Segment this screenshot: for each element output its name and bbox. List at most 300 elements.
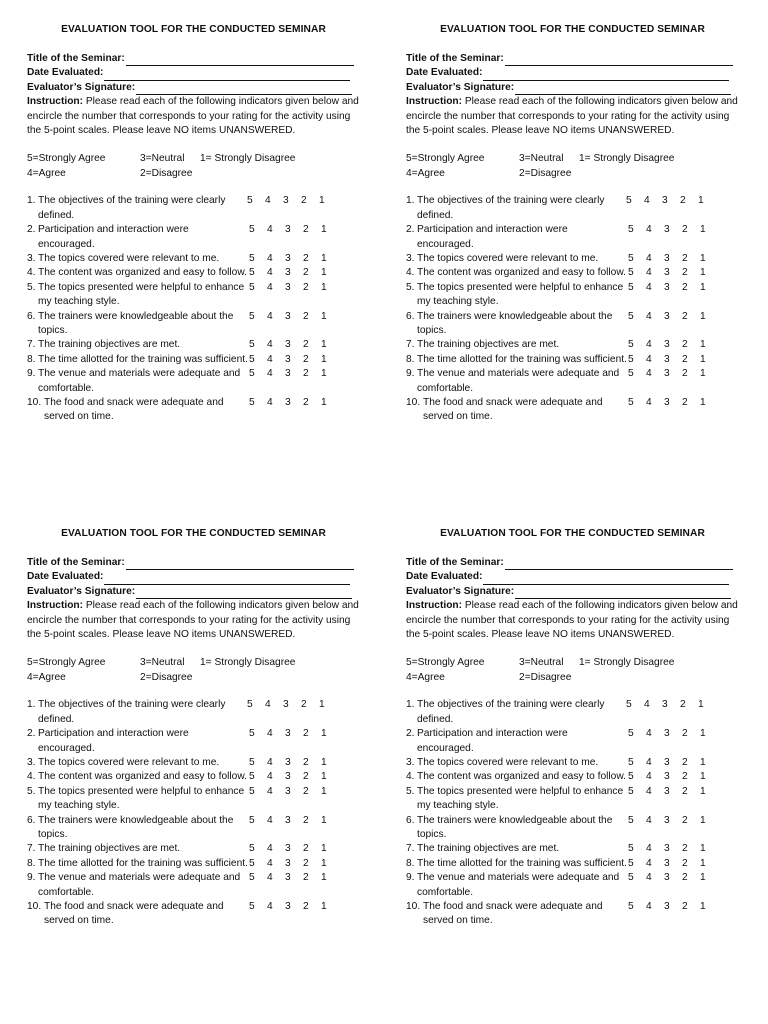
instruction-text: Please read each of the following indicators given below and encircle the number that corresponds to your rating for the activity using the 5-point scales. Please leave NO items UNANSWERED. (27, 600, 359, 640)
seminar-title-field[interactable] (406, 556, 742, 570)
rating-option-3[interactable]: 3 (664, 253, 670, 265)
rating-option-1[interactable]: 1 (321, 872, 327, 884)
seminar-title-field[interactable] (27, 556, 363, 570)
rating-option-4[interactable]: 4 (646, 353, 652, 365)
rating-option-2[interactable]: 2 (303, 224, 309, 236)
evaluation-form-2 (406, 22, 742, 425)
rating-option-5[interactable]: 5 (628, 310, 634, 322)
rating-options (249, 871, 339, 885)
rating-option-1[interactable]: 1 (700, 397, 706, 409)
seminar-title-line[interactable] (126, 558, 354, 570)
rating-option-1[interactable]: 1 (321, 253, 327, 265)
indicator-item (406, 396, 706, 425)
rating-option-1[interactable]: 1 (700, 339, 706, 351)
rating-option-1[interactable]: 1 (698, 195, 704, 207)
rating-option-5[interactable]: 5 (628, 843, 634, 855)
rating-option-1[interactable]: 1 (321, 901, 327, 913)
rating-option-5[interactable]: 5 (249, 901, 255, 913)
indicator-text: Participation and interaction were encouraged. (38, 224, 189, 250)
rating-option-4[interactable]: 4 (646, 267, 652, 279)
indicator-number: 5. (27, 785, 36, 797)
rating-scale-legend (27, 656, 363, 685)
rating-option-3[interactable]: 3 (285, 785, 291, 797)
rating-option-1[interactable]: 1 (700, 353, 706, 365)
indicator-number: 5. (27, 281, 36, 293)
rating-option-5[interactable]: 5 (628, 253, 634, 265)
rating-option-2[interactable]: 2 (682, 785, 688, 797)
rating-option-4[interactable]: 4 (644, 699, 650, 711)
signature-field[interactable] (406, 585, 742, 599)
indicator-number: 9. (406, 872, 415, 884)
rating-option-2[interactable]: 2 (682, 728, 688, 740)
rating-option-4[interactable]: 4 (267, 253, 273, 265)
rating-option-3[interactable]: 3 (664, 872, 670, 884)
indicator-text: The content was organized and easy to follow. (38, 771, 247, 783)
rating-option-3[interactable]: 3 (664, 267, 670, 279)
rating-option-5[interactable]: 5 (626, 195, 632, 207)
rating-option-4[interactable]: 4 (646, 814, 652, 826)
rating-option-5[interactable]: 5 (628, 872, 634, 884)
seminar-title-field[interactable] (27, 52, 363, 66)
rating-option-4[interactable]: 4 (267, 224, 273, 236)
signature-line[interactable] (515, 587, 731, 599)
instruction-text: Please read each of the following indicators given below and encircle the number that corresponds to your rating for the activity using the 5-point scales. Please leave NO items UNANSWERED. (406, 600, 738, 640)
indicator-text: The training objectives are met. (417, 339, 560, 351)
indicator-item (27, 770, 327, 784)
rating-option-5[interactable]: 5 (247, 195, 253, 207)
rating-option-5[interactable]: 5 (249, 281, 255, 293)
rating-option-3[interactable]: 3 (664, 843, 670, 855)
date-evaluated-label: Date Evaluated: (27, 67, 104, 79)
date-evaluated-field[interactable] (406, 66, 742, 80)
rating-option-5[interactable]: 5 (628, 785, 634, 797)
rating-option-3[interactable]: 3 (285, 872, 291, 884)
rating-option-5[interactable]: 5 (628, 901, 634, 913)
rating-option-2[interactable]: 2 (303, 353, 309, 365)
rating-option-3[interactable]: 3 (285, 339, 291, 351)
indicator-item (27, 871, 327, 900)
rating-option-4[interactable]: 4 (267, 843, 273, 855)
indicator-list (406, 194, 742, 424)
indicator-number: 8. (27, 353, 36, 365)
rating-option-1[interactable]: 1 (321, 771, 327, 783)
rating-option-1[interactable]: 1 (321, 310, 327, 322)
indicator-text: The objectives of the training were clearly defined. (417, 699, 605, 725)
rating-options (249, 223, 339, 237)
indicator-item (27, 900, 327, 929)
rating-option-5[interactable]: 5 (249, 224, 255, 236)
rating-options (249, 338, 339, 352)
indicator-text: The food and snack were adequate and served on time. (44, 397, 224, 423)
rating-option-2[interactable]: 2 (682, 267, 688, 279)
rating-option-3[interactable]: 3 (285, 814, 291, 826)
rating-option-3[interactable]: 3 (285, 368, 291, 380)
rating-option-5[interactable]: 5 (628, 757, 634, 769)
rating-option-2[interactable]: 2 (682, 224, 688, 236)
rating-option-5[interactable]: 5 (628, 814, 634, 826)
rating-option-5[interactable]: 5 (249, 353, 255, 365)
rating-option-4[interactable]: 4 (267, 368, 273, 380)
rating-option-5[interactable]: 5 (628, 281, 634, 293)
rating-option-4[interactable]: 4 (646, 728, 652, 740)
rating-option-4[interactable]: 4 (267, 353, 273, 365)
rating-option-4[interactable]: 4 (267, 310, 273, 322)
rating-option-2[interactable]: 2 (303, 843, 309, 855)
rating-option-1[interactable]: 1 (700, 901, 706, 913)
seminar-title-label: Title of the Seminar: (27, 52, 125, 64)
rating-option-2[interactable]: 2 (303, 267, 309, 279)
signature-field[interactable] (406, 81, 742, 95)
rating-options (628, 223, 718, 237)
rating-option-3[interactable]: 3 (285, 267, 291, 279)
indicator-number: 6. (406, 814, 415, 826)
rating-option-5[interactable]: 5 (249, 757, 255, 769)
rating-option-2[interactable]: 2 (682, 253, 688, 265)
rating-option-1[interactable]: 1 (321, 368, 327, 380)
rating-option-3[interactable]: 3 (664, 310, 670, 322)
rating-option-2[interactable]: 2 (303, 785, 309, 797)
rating-option-5[interactable]: 5 (628, 339, 634, 351)
rating-option-2[interactable]: 2 (682, 353, 688, 365)
scale-strongly-disagree: 1= Strongly Disagree (200, 657, 296, 669)
rating-option-2[interactable]: 2 (303, 310, 309, 322)
rating-option-1[interactable]: 1 (700, 267, 706, 279)
instruction-text: Please read each of the following indicators given below and encircle the number that corresponds to your rating for the activity using the 5-point scales. Please leave NO items UNANSWERED. (406, 96, 738, 136)
rating-option-2[interactable]: 2 (682, 757, 688, 769)
rating-option-5[interactable]: 5 (249, 267, 255, 279)
rating-option-1[interactable]: 1 (700, 785, 706, 797)
date-evaluated-line[interactable] (483, 69, 729, 81)
rating-option-2[interactable]: 2 (682, 368, 688, 380)
rating-option-4[interactable]: 4 (267, 901, 273, 913)
rating-option-1[interactable]: 1 (700, 310, 706, 322)
rating-option-4[interactable]: 4 (646, 843, 652, 855)
date-evaluated-line[interactable] (104, 69, 350, 81)
rating-option-3[interactable]: 3 (285, 253, 291, 265)
rating-option-2[interactable]: 2 (682, 310, 688, 322)
rating-option-1[interactable]: 1 (321, 339, 327, 351)
indicator-text: The time allotted for the training was sufficient. (417, 857, 627, 869)
rating-option-1[interactable]: 1 (700, 224, 706, 236)
instruction (406, 599, 738, 642)
indicator-text: The objectives of the training were clearly defined. (417, 195, 605, 221)
rating-option-5[interactable]: 5 (249, 368, 255, 380)
rating-option-4[interactable]: 4 (267, 872, 273, 884)
rating-scale-legend (406, 656, 742, 685)
rating-option-1[interactable]: 1 (700, 281, 706, 293)
rating-options (249, 367, 339, 381)
rating-option-4[interactable]: 4 (646, 757, 652, 769)
rating-option-5[interactable]: 5 (249, 814, 255, 826)
rating-option-4[interactable]: 4 (646, 397, 652, 409)
form-fields (27, 556, 363, 599)
rating-option-4[interactable]: 4 (267, 267, 273, 279)
rating-option-2[interactable]: 2 (303, 857, 309, 869)
rating-options (249, 814, 339, 828)
rating-option-3[interactable]: 3 (664, 901, 670, 913)
indicator-number: 2. (406, 224, 415, 236)
indicator-text: The content was organized and easy to follow. (417, 771, 626, 783)
indicator-number: 3. (406, 757, 415, 769)
rating-option-1[interactable]: 1 (700, 843, 706, 855)
rating-option-5[interactable]: 5 (249, 843, 255, 855)
rating-option-2[interactable]: 2 (682, 901, 688, 913)
seminar-title-line[interactable] (505, 54, 733, 66)
rating-option-4[interactable]: 4 (267, 339, 273, 351)
rating-option-2[interactable]: 2 (303, 728, 309, 740)
rating-option-3[interactable]: 3 (664, 771, 670, 783)
signature-line[interactable] (136, 587, 352, 599)
rating-option-5[interactable]: 5 (628, 771, 634, 783)
scale-agree: 4=Agree (27, 167, 66, 179)
rating-option-5[interactable]: 5 (628, 728, 634, 740)
indicator-item (27, 353, 327, 367)
signature-field[interactable] (27, 81, 363, 95)
rating-option-3[interactable]: 3 (285, 281, 291, 293)
rating-option-4[interactable]: 4 (646, 224, 652, 236)
indicator-number: 1. (406, 195, 415, 207)
seminar-title-field[interactable] (406, 52, 742, 66)
rating-option-3[interactable]: 3 (664, 785, 670, 797)
indicator-text: The topics presented were helpful to enhance my teaching style. (38, 785, 245, 812)
rating-option-3[interactable]: 3 (285, 728, 291, 740)
rating-option-1[interactable]: 1 (321, 267, 327, 279)
rating-option-4[interactable]: 4 (646, 872, 652, 884)
rating-options (628, 900, 718, 914)
rating-option-1[interactable]: 1 (700, 253, 706, 265)
rating-option-1[interactable]: 1 (321, 353, 327, 365)
rating-scale-legend (27, 152, 363, 181)
rating-options (247, 698, 337, 712)
rating-options (249, 857, 339, 871)
rating-option-2[interactable]: 2 (303, 872, 309, 884)
rating-option-5[interactable]: 5 (249, 728, 255, 740)
rating-option-4[interactable]: 4 (267, 757, 273, 769)
rating-option-4[interactable]: 4 (267, 281, 273, 293)
indicator-text: The venue and materials were adequate and comfortable. (38, 872, 241, 898)
seminar-title-label: Title of the Seminar: (406, 52, 504, 64)
rating-option-1[interactable]: 1 (321, 397, 327, 409)
rating-option-2[interactable]: 2 (303, 281, 309, 293)
rating-option-5[interactable]: 5 (247, 699, 253, 711)
rating-options (628, 785, 718, 799)
rating-options (628, 310, 718, 324)
rating-option-4[interactable]: 4 (646, 785, 652, 797)
seminar-title-line[interactable] (126, 54, 354, 66)
instruction-text: Please read each of the following indicators given below and encircle the number that corresponds to your rating for the activity using the 5-point scales. Please leave NO items UNANSWERED. (27, 96, 359, 136)
rating-option-5[interactable]: 5 (249, 253, 255, 265)
rating-option-5[interactable]: 5 (628, 224, 634, 236)
rating-option-1[interactable]: 1 (321, 857, 327, 869)
seminar-title-line[interactable] (505, 558, 733, 570)
scale-neutral: 3=Neutral (140, 153, 185, 165)
rating-option-2[interactable]: 2 (682, 857, 688, 869)
rating-option-4[interactable]: 4 (267, 785, 273, 797)
instruction-label: Instruction: (27, 600, 84, 612)
indicator-item (27, 194, 325, 223)
rating-option-3[interactable]: 3 (285, 224, 291, 236)
rating-option-3[interactable]: 3 (285, 353, 291, 365)
rating-option-3[interactable]: 3 (664, 368, 670, 380)
rating-option-1[interactable]: 1 (700, 814, 706, 826)
indicator-text: The topics presented were helpful to enhance my teaching style. (38, 281, 245, 308)
rating-option-3[interactable]: 3 (664, 857, 670, 869)
rating-option-4[interactable]: 4 (646, 857, 652, 869)
scale-disagree: 2=Disagree (140, 167, 193, 179)
rating-option-1[interactable]: 1 (321, 224, 327, 236)
rating-option-5[interactable]: 5 (628, 353, 634, 365)
rating-option-5[interactable]: 5 (249, 339, 255, 351)
signature-line[interactable] (136, 83, 352, 95)
rating-option-2[interactable]: 2 (682, 872, 688, 884)
rating-option-3[interactable]: 3 (664, 339, 670, 351)
rating-option-4[interactable]: 4 (646, 339, 652, 351)
rating-option-5[interactable]: 5 (628, 368, 634, 380)
indicator-text: The topics covered were relevant to me. (417, 253, 599, 265)
scale-disagree: 2=Disagree (519, 671, 572, 683)
rating-option-1[interactable]: 1 (700, 872, 706, 884)
rating-option-2[interactable]: 2 (303, 901, 309, 913)
indicator-text: The venue and materials were adequate and comfortable. (38, 368, 241, 394)
rating-option-5[interactable]: 5 (249, 857, 255, 869)
date-evaluated-line[interactable] (104, 573, 350, 585)
rating-option-4[interactable]: 4 (267, 771, 273, 783)
scale-neutral: 3=Neutral (519, 153, 564, 165)
signature-field[interactable] (27, 585, 363, 599)
rating-option-4[interactable]: 4 (646, 771, 652, 783)
rating-option-2[interactable]: 2 (682, 814, 688, 826)
rating-option-3[interactable]: 3 (664, 757, 670, 769)
rating-option-2[interactable]: 2 (303, 253, 309, 265)
rating-option-1[interactable]: 1 (698, 699, 704, 711)
rating-option-5[interactable]: 5 (628, 397, 634, 409)
scale-neutral: 3=Neutral (519, 657, 564, 669)
rating-options (249, 353, 339, 367)
rating-option-2[interactable]: 2 (301, 699, 307, 711)
rating-option-1[interactable]: 1 (700, 757, 706, 769)
rating-option-1[interactable]: 1 (321, 281, 327, 293)
rating-option-1[interactable]: 1 (700, 857, 706, 869)
rating-option-4[interactable]: 4 (646, 253, 652, 265)
date-evaluated-field[interactable] (27, 570, 363, 584)
rating-option-2[interactable]: 2 (682, 281, 688, 293)
rating-option-2[interactable]: 2 (303, 757, 309, 769)
rating-option-5[interactable]: 5 (249, 872, 255, 884)
rating-option-3[interactable]: 3 (285, 771, 291, 783)
rating-option-2[interactable]: 2 (303, 771, 309, 783)
rating-option-2[interactable]: 2 (301, 195, 307, 207)
rating-option-5[interactable]: 5 (626, 699, 632, 711)
rating-options (249, 252, 339, 266)
rating-option-3[interactable]: 3 (285, 843, 291, 855)
rating-option-3[interactable]: 3 (662, 195, 668, 207)
rating-options (628, 396, 718, 410)
indicator-list (27, 698, 363, 928)
rating-option-3[interactable]: 3 (285, 901, 291, 913)
indicator-number: 4. (406, 267, 415, 279)
rating-option-3[interactable]: 3 (664, 224, 670, 236)
rating-option-1[interactable]: 1 (321, 728, 327, 740)
rating-option-1[interactable]: 1 (319, 699, 325, 711)
rating-option-1[interactable]: 1 (700, 771, 706, 783)
rating-option-2[interactable]: 2 (303, 397, 309, 409)
rating-option-4[interactable]: 4 (646, 281, 652, 293)
rating-option-5[interactable]: 5 (628, 267, 634, 279)
rating-option-2[interactable]: 2 (682, 397, 688, 409)
rating-option-2[interactable]: 2 (680, 699, 686, 711)
rating-options (628, 842, 718, 856)
rating-option-4[interactable]: 4 (267, 397, 273, 409)
rating-option-5[interactable]: 5 (249, 310, 255, 322)
rating-option-5[interactable]: 5 (249, 397, 255, 409)
rating-option-1[interactable]: 1 (700, 728, 706, 740)
rating-option-1[interactable]: 1 (319, 195, 325, 207)
rating-option-3[interactable]: 3 (285, 757, 291, 769)
rating-option-1[interactable]: 1 (321, 814, 327, 826)
rating-option-1[interactable]: 1 (321, 785, 327, 797)
date-evaluated-field[interactable] (406, 570, 742, 584)
rating-option-4[interactable]: 4 (646, 901, 652, 913)
indicator-item (27, 785, 327, 814)
rating-option-4[interactable]: 4 (646, 310, 652, 322)
rating-option-3[interactable]: 3 (664, 353, 670, 365)
indicator-number: 4. (27, 267, 36, 279)
rating-option-1[interactable]: 1 (321, 757, 327, 769)
scale-strongly-disagree: 1= Strongly Disagree (200, 153, 296, 165)
rating-option-3[interactable]: 3 (662, 699, 668, 711)
rating-option-5[interactable]: 5 (249, 771, 255, 783)
indicator-number: 10. (27, 397, 42, 409)
rating-option-3[interactable]: 3 (285, 397, 291, 409)
rating-option-4[interactable]: 4 (267, 857, 273, 869)
rating-option-3[interactable]: 3 (283, 699, 289, 711)
rating-option-2[interactable]: 2 (680, 195, 686, 207)
date-evaluated-field[interactable] (27, 66, 363, 80)
indicator-item (27, 338, 327, 352)
indicator-item (27, 396, 327, 425)
rating-option-2[interactable]: 2 (303, 368, 309, 380)
indicator-list (27, 194, 363, 424)
rating-option-4[interactable]: 4 (267, 728, 273, 740)
rating-option-2[interactable]: 2 (303, 814, 309, 826)
indicator-number: 7. (406, 843, 415, 855)
date-evaluated-line[interactable] (483, 573, 729, 585)
signature-line[interactable] (515, 83, 731, 95)
rating-option-1[interactable]: 1 (321, 843, 327, 855)
rating-option-3[interactable]: 3 (664, 397, 670, 409)
rating-option-5[interactable]: 5 (249, 785, 255, 797)
rating-option-2[interactable]: 2 (682, 843, 688, 855)
indicator-text: The food and snack were adequate and served on time. (423, 397, 603, 423)
rating-option-4[interactable]: 4 (265, 699, 271, 711)
rating-option-3[interactable]: 3 (283, 195, 289, 207)
rating-option-4[interactable]: 4 (265, 195, 271, 207)
rating-option-4[interactable]: 4 (267, 814, 273, 826)
rating-option-3[interactable]: 3 (664, 728, 670, 740)
rating-option-4[interactable]: 4 (644, 195, 650, 207)
rating-option-2[interactable]: 2 (682, 771, 688, 783)
rating-options (628, 756, 718, 770)
rating-option-3[interactable]: 3 (664, 814, 670, 826)
rating-option-3[interactable]: 3 (664, 281, 670, 293)
rating-option-3[interactable]: 3 (285, 310, 291, 322)
rating-option-5[interactable]: 5 (628, 857, 634, 869)
rating-option-2[interactable]: 2 (303, 339, 309, 351)
rating-option-4[interactable]: 4 (646, 368, 652, 380)
rating-option-2[interactable]: 2 (682, 339, 688, 351)
rating-option-1[interactable]: 1 (700, 368, 706, 380)
rating-option-3[interactable]: 3 (285, 857, 291, 869)
